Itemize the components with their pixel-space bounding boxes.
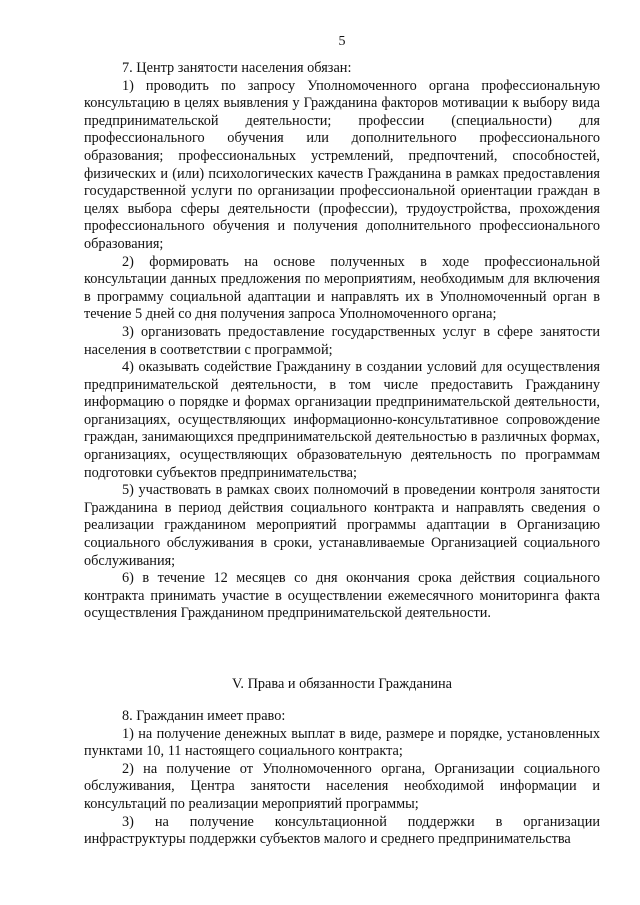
- clause-7-item: 5) участвовать в рамках своих полномочий в проведении контроля занятости Гражданина в период действия социального контракта и направлять сведения о реализации гражданином мероприятий программы адаптации в Организацию социального обслуживания в сроки, устанавливаемые Организацией социального обслуживания;: [84, 482, 600, 569]
- clause-7-item: 6) в течение 12 месяцев со дня окончания срока действия социального контракта принимать участие в осуществлении ежемесячного мониторинга факта осуществления Гражданином предпринимательской деятельности.: [84, 570, 600, 622]
- clause-7-item: 4) оказывать содействие Гражданину в создании условий для осуществления предпринимательской деятельности, в том числе предоставить Гражданину информацию о порядке и формах организации предпринимательской деятельности, организациях, осуществляющих информационно-консультативное сопровождение граждан, занимающихся предпринимательской деятельностью в различных формах, организациях, осуществляющих образовательную деятельность по программам подготовки субъектов предпринимательства;: [84, 359, 600, 481]
- clause-7-item: 1) проводить по запросу Уполномоченного органа профессиональную консультацию в целях выявления у Гражданина факторов мотивации к выбору вида предпринимательской деятельности; профессии (специальности) для профессионального обучения или дополнительного профессионального образования; профессиональных устремлений, предпочтений, способностей, физических и (или) психологических качеств Гражданина в рамках предоставления государственной услуги по организации профессиональной ориентации граждан в целях выбора сферы деятельности (профессии), трудоустройства, прохождения профессионального обучения и получения дополнительного профессионального образования;: [84, 77, 600, 252]
- clause-8-intro: 8. Гражданин имеет право:: [122, 708, 286, 724]
- clause-8-item: 1) на получение денежных выплат в виде, размере и порядке, установленных пунктами 10, 11 настоящего социального контракта;: [84, 725, 600, 760]
- clause-7-item: 3) организовать предоставление государственных услуг в сфере занятости населения в соответствии с программой;: [84, 323, 600, 358]
- clause-8-item: 3) на получение консультационной поддержки в организации инфраструктуры поддержки субъектов малого и среднего предпринимательства: [84, 813, 600, 848]
- clause-8-item: 2) на получение от Уполномоченного органа, Организации социального обслуживания, Центра занятости населения необходимой информации и консультаций по реализации мероприятий программы;: [84, 760, 600, 812]
- clause-7: [84, 60, 600, 623]
- clause-8: [84, 708, 600, 849]
- page-number: 5: [338, 34, 346, 49]
- clause-7-intro: 7. Центр занятости населения обязан:: [122, 60, 352, 76]
- section-heading: V. Права и обязанности Гражданина: [231, 676, 453, 692]
- clause-7-item: 2) формировать на основе полученных в ходе профессиональной консультации данных предложения по мероприятиям, необходимым для включения в программу социальной адаптации и направлять их в Уполномоченный орган в течение 5 дней со дня получения запроса Уполномоченного органа;: [84, 253, 600, 323]
